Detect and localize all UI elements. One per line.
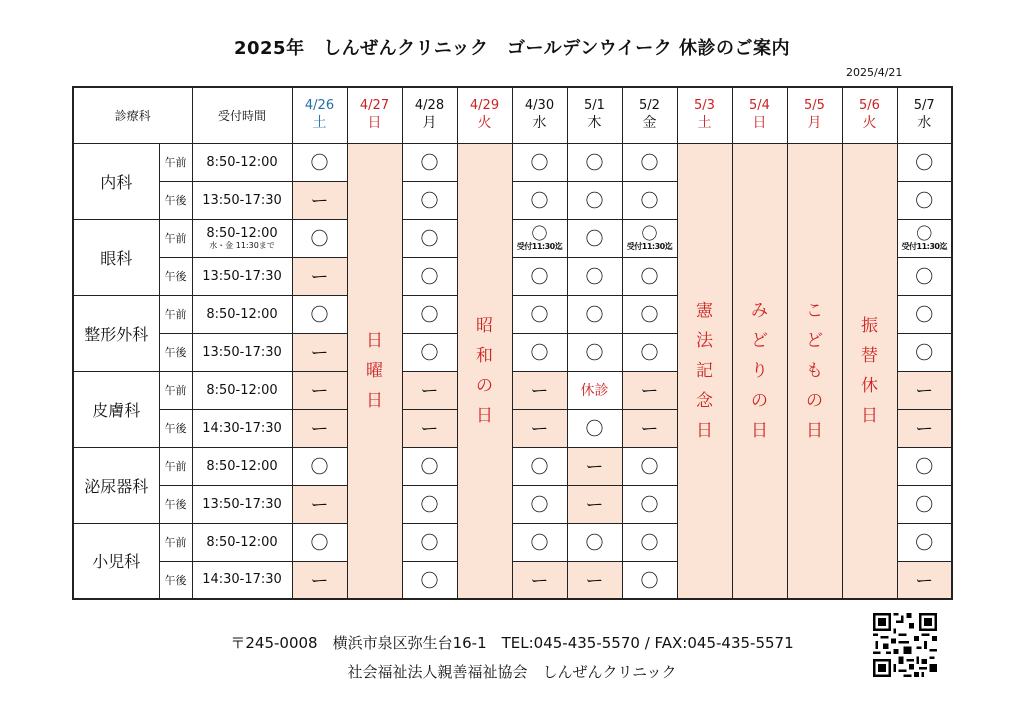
holiday-name: 日曜日 — [366, 330, 383, 411]
closed-mark: ー — [292, 409, 347, 447]
open-mark: 〇 — [402, 485, 457, 523]
limited-open-cell — [512, 219, 567, 257]
open-mark: 〇 — [512, 257, 567, 295]
until-1130-note: 受付11:30迄 — [626, 242, 673, 251]
time-range: 13:50-17:30 — [202, 344, 282, 360]
open-mark: 〇 — [512, 333, 567, 371]
holiday-column-8 — [732, 143, 787, 599]
holiday-name: 振替休日 — [861, 315, 878, 426]
time-range: 13:50-17:30 — [202, 268, 282, 284]
open-mark: 〇 — [897, 257, 952, 295]
day-header-8 — [732, 87, 787, 143]
session-label: 午前 — [159, 523, 192, 561]
open-mark: 〇 — [512, 447, 567, 485]
time-range: 8:50-12:00 — [206, 154, 278, 170]
open-mark: 〇 — [512, 295, 567, 333]
open-mark: 〇 — [622, 333, 677, 371]
time-range: 14:30-17:30 — [202, 572, 282, 588]
closed-mark: ー — [512, 561, 567, 599]
open-mark: 〇 — [402, 219, 457, 257]
time-range: 13:50-17:30 — [202, 496, 282, 512]
holiday-column-3 — [457, 143, 512, 599]
header-row — [73, 87, 952, 143]
closed-mark: ー — [897, 561, 952, 599]
open-mark: 〇 — [622, 257, 677, 295]
day-weekday: 水 — [917, 115, 932, 132]
reception-time — [192, 447, 292, 485]
day-date: 5/3 — [694, 98, 715, 114]
closed-mark: ー — [897, 371, 952, 409]
open-mark: 〇 — [567, 523, 622, 561]
closed-mark: ー — [567, 485, 622, 523]
department-name: 小児科 — [73, 523, 159, 599]
session-label: 午後 — [159, 181, 192, 219]
reception-time — [192, 409, 292, 447]
open-mark: 〇 — [641, 224, 658, 243]
closed-mark: ー — [292, 181, 347, 219]
open-mark: 〇 — [292, 295, 347, 333]
clinic-organization: 社会福祉法人親善福祉協会 しんぜんクリニック — [347, 663, 677, 681]
day-date: 4/30 — [524, 98, 555, 114]
open-mark: 〇 — [292, 219, 347, 257]
holiday-schedule-table — [72, 86, 953, 600]
day-weekday: 金 — [642, 115, 657, 132]
day-header-9 — [787, 87, 842, 143]
session-label: 午後 — [159, 485, 192, 523]
day-date: 5/2 — [639, 98, 660, 114]
kyushin-label: 休診 — [567, 371, 622, 409]
session-label: 午後 — [159, 409, 192, 447]
holiday-name: みどりの日 — [751, 300, 768, 441]
day-date: 4/26 — [304, 98, 335, 114]
reception-time — [192, 371, 292, 409]
open-mark: 〇 — [292, 523, 347, 561]
day-weekday: 水 — [532, 115, 547, 132]
clinic-address: 〒245-0008 横浜市泉区弥生台16-1 TEL:045-435-5570 / FAX:045-435-5571 — [230, 634, 794, 652]
open-mark: 〇 — [622, 181, 677, 219]
reception-time — [192, 523, 292, 561]
open-mark: 〇 — [402, 181, 457, 219]
open-mark: 〇 — [512, 143, 567, 181]
day-header-4 — [512, 87, 567, 143]
closed-mark: ー — [897, 409, 952, 447]
open-mark: 〇 — [567, 181, 622, 219]
day-header-10 — [842, 87, 897, 143]
holiday-column-1 — [347, 143, 402, 599]
open-mark: 〇 — [622, 295, 677, 333]
closed-mark: ー — [512, 409, 567, 447]
day-date: 4/28 — [414, 98, 445, 114]
open-mark: 〇 — [622, 561, 677, 599]
open-mark: 〇 — [897, 447, 952, 485]
reception-time — [192, 561, 292, 599]
closed-mark: ー — [567, 561, 622, 599]
open-mark: 〇 — [567, 409, 622, 447]
closed-mark: ー — [402, 409, 457, 447]
reception-time — [192, 181, 292, 219]
open-mark: 〇 — [897, 485, 952, 523]
reception-time — [192, 143, 292, 181]
closed-mark: ー — [567, 447, 622, 485]
department-header: 診療科 — [73, 87, 192, 143]
open-mark: 〇 — [402, 447, 457, 485]
open-mark: 〇 — [897, 333, 952, 371]
reception-time — [192, 333, 292, 371]
limited-open-cell — [897, 219, 952, 257]
session-label: 午前 — [159, 371, 192, 409]
open-mark: 〇 — [402, 333, 457, 371]
holiday-column-7 — [677, 143, 732, 599]
reception-time — [192, 219, 292, 257]
open-mark: 〇 — [567, 219, 622, 257]
day-weekday: 月 — [807, 115, 822, 132]
open-mark: 〇 — [531, 224, 548, 243]
open-mark: 〇 — [567, 295, 622, 333]
qr-code-icon[interactable] — [873, 613, 937, 677]
department-name: 泌尿器科 — [73, 447, 159, 523]
open-mark: 〇 — [567, 257, 622, 295]
open-mark: 〇 — [567, 143, 622, 181]
day-header-1 — [347, 87, 402, 143]
day-header-0 — [292, 87, 347, 143]
open-mark: 〇 — [897, 181, 952, 219]
day-date: 5/6 — [859, 98, 880, 114]
day-header-6 — [622, 87, 677, 143]
time-range: 8:50-12:00 — [206, 382, 278, 398]
closed-mark: ー — [292, 333, 347, 371]
issued-date: 2025/4/21 — [846, 66, 903, 79]
open-mark: 〇 — [622, 143, 677, 181]
until-1130-note: 受付11:30迄 — [901, 242, 947, 251]
day-header-3 — [457, 87, 512, 143]
department-name: 内科 — [73, 143, 159, 219]
open-mark: 〇 — [512, 485, 567, 523]
day-weekday: 日 — [752, 115, 767, 132]
time-range: 14:30-17:30 — [202, 420, 282, 436]
day-weekday: 火 — [477, 115, 492, 132]
open-mark: 〇 — [622, 447, 677, 485]
open-mark: 〇 — [916, 224, 933, 243]
holiday-name: 憲法記念日 — [696, 300, 713, 441]
holiday-column-10 — [842, 143, 897, 599]
closed-mark: ー — [512, 371, 567, 409]
day-date: 5/5 — [804, 98, 825, 114]
open-mark: 〇 — [897, 295, 952, 333]
day-header-5 — [567, 87, 622, 143]
open-mark: 〇 — [622, 485, 677, 523]
open-mark: 〇 — [402, 257, 457, 295]
open-mark: 〇 — [897, 523, 952, 561]
closed-mark: ー — [622, 371, 677, 409]
open-mark: 〇 — [292, 143, 347, 181]
open-mark: 〇 — [897, 143, 952, 181]
closed-mark: ー — [292, 561, 347, 599]
open-mark: 〇 — [512, 181, 567, 219]
open-mark: 〇 — [402, 523, 457, 561]
open-mark: 〇 — [567, 333, 622, 371]
day-date: 5/1 — [584, 98, 605, 114]
limited-open-cell — [622, 219, 677, 257]
holiday-column-9 — [787, 143, 842, 599]
department-name: 眼科 — [73, 219, 159, 295]
day-date: 4/27 — [359, 98, 390, 114]
open-mark: 〇 — [622, 523, 677, 561]
time-range: 13:50-17:30 — [202, 192, 282, 208]
session-label: 午前 — [159, 219, 192, 257]
day-header-7 — [677, 87, 732, 143]
schedule-row — [73, 143, 952, 181]
open-mark: 〇 — [402, 295, 457, 333]
department-name: 皮膚科 — [73, 371, 159, 447]
session-label: 午前 — [159, 295, 192, 333]
until-1130-note: 受付11:30迄 — [516, 242, 563, 251]
day-date: 5/7 — [913, 98, 935, 114]
page-title: 2025年 しんぜんクリニック ゴールデンウイーク 休診のご案内 — [233, 38, 791, 59]
day-weekday: 日 — [367, 115, 382, 132]
session-label: 午後 — [159, 561, 192, 599]
open-mark: 〇 — [402, 143, 457, 181]
time-range: 8:50-12:00 — [206, 534, 278, 550]
closed-mark: ー — [292, 371, 347, 409]
day-weekday: 土 — [697, 115, 712, 132]
day-header-2 — [402, 87, 457, 143]
day-date: 5/4 — [749, 98, 770, 114]
time-range: 8:50-12:00 — [206, 306, 278, 322]
department-name: 整形外科 — [73, 295, 159, 371]
time-range: 8:50-12:00 — [206, 458, 278, 474]
session-label: 午後 — [159, 333, 192, 371]
session-label: 午前 — [159, 447, 192, 485]
day-header-11 — [897, 87, 952, 143]
reception-time-header: 受付時間 — [192, 87, 292, 143]
session-label: 午前 — [159, 143, 192, 181]
day-weekday: 木 — [587, 115, 602, 132]
holiday-name: こどもの日 — [806, 300, 823, 441]
reception-time — [192, 295, 292, 333]
reception-time — [192, 257, 292, 295]
open-mark: 〇 — [512, 523, 567, 561]
closed-mark: ー — [292, 257, 347, 295]
open-mark: 〇 — [292, 447, 347, 485]
open-mark: 〇 — [402, 561, 457, 599]
day-weekday: 火 — [862, 115, 877, 132]
closed-mark: ー — [292, 485, 347, 523]
reception-time — [192, 485, 292, 523]
time-range: 8:50-12:00 — [206, 226, 278, 241]
closed-mark: ー — [402, 371, 457, 409]
day-date: 4/29 — [469, 98, 500, 114]
time-note: 水・金 11:30まで — [209, 241, 275, 250]
closed-mark: ー — [622, 409, 677, 447]
schedule-body — [73, 143, 952, 599]
day-weekday: 月 — [422, 115, 437, 132]
session-label: 午後 — [159, 257, 192, 295]
day-weekday: 土 — [312, 115, 327, 132]
holiday-name: 昭和の日 — [476, 315, 493, 426]
